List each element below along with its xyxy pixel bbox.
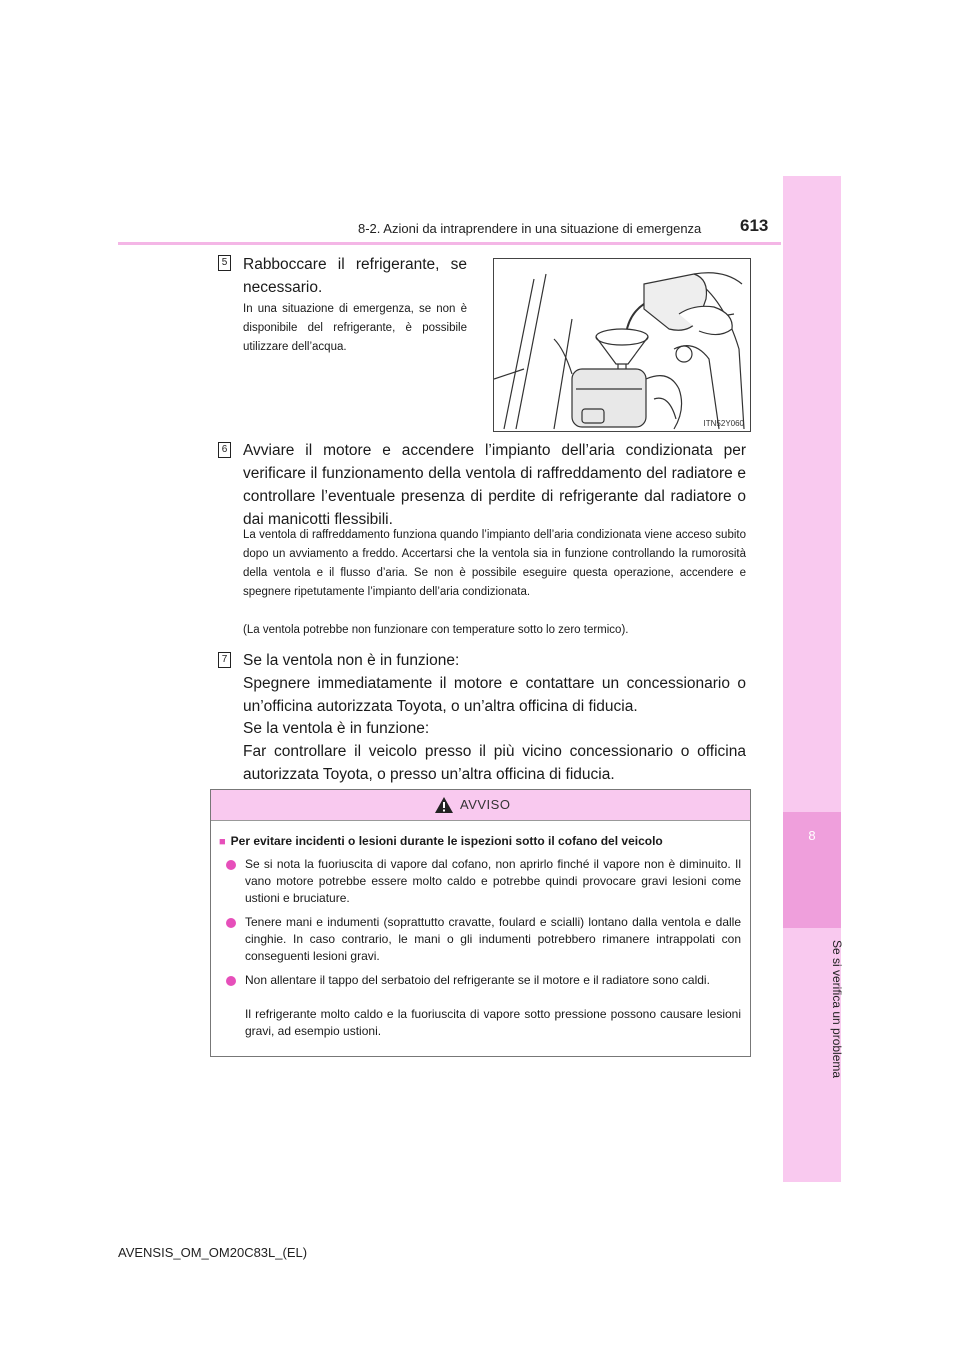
warning-box (210, 789, 751, 1057)
step-number-7: 7 (218, 652, 231, 668)
coolant-refill-illustration (493, 258, 751, 432)
step-7-action-off: Spegnere immediatamente il motore e contattare un concessionario o un’officina autorizzata Toyota, o un’altra officina di fiducia. (243, 675, 746, 715)
bullet-icon (226, 860, 236, 870)
step-6-note-2: (La ventola potrebbe non funzionare con temperature sotto lo zero termico). (243, 624, 629, 636)
step-7-condition-off: Se la ventola non è in funzione: (243, 652, 460, 669)
warning-item-1: Se si nota la fuoriuscita di vapore dal cofano, non aprirlo finché il vapore non è diminuito. Il vano motore potrebbe essere molto caldo e potrebbe quindi provocare gravi lesioni come ustioni e bruciature. (245, 857, 741, 905)
header-divider (118, 242, 781, 245)
step-7-condition-on: Se la ventola è in funzione: (243, 720, 430, 737)
step-number-5: 5 (218, 255, 231, 271)
step-number-6: 6 (218, 442, 231, 458)
warning-triangle-icon (434, 796, 454, 814)
page-number: 613 (740, 216, 769, 235)
step-6-text: Avviare il motore e accendere l’impianto dell’aria condizionata per verificare il funzionamento della ventola di raffreddamento del radiatore e controllare l’eventuale presenza di perdite di refrigerante dal radiatore o dai manicotti flessibili. (243, 442, 746, 528)
warning-heading-text: Per evitare incidenti o lesioni durante le ispezioni sotto il cofano del veicolo (230, 834, 663, 848)
bullet-icon (226, 918, 236, 928)
warning-heading (219, 834, 663, 848)
step-5-text: Rabboccare il refrigerante, se necessario. (243, 256, 467, 296)
warning-item-3: Non allentare il tappo del serbatoio del refrigerante se il motore e il radiatore sono caldi. (245, 973, 710, 987)
document-code: AVENSIS_OM_OM20C83L_(EL) (118, 1245, 308, 1260)
section-title: 8-2. Azioni da intraprendere in una situazione di emergenza (358, 221, 702, 236)
step-7-action-on: Far controllare il veicolo presso il più vicino concessionario o officina autorizzata Toyota, o presso un’altra officina di fiducia. (243, 743, 746, 783)
step-5-note: In una situazione di emergenza, se non è disponibile del refrigerante, è possibile utilizzare dell’acqua. (243, 303, 467, 353)
warning-item-2: Tenere mani e indumenti (soprattutto cravatte, foulard e scialli) lontano dalla ventola e dalle cinghie. In caso contrario, le mani o gli indumenti potrebbero rimanere intrappolati con conseguenti lesioni gravi. (245, 915, 741, 963)
warning-header (211, 790, 750, 821)
square-bullet-icon: ■ (219, 836, 226, 848)
step-6-note: La ventola di raffreddamento funziona quando l’impianto dell’aria condizionata viene acceso subito dopo un avviamento a freddo. Accertarsi che la ventola sia in funzione controllando la rumorosità della ventola e il flusso d’aria. Se non è possibile eseguire questa operazione, accendere e spegnere ripetutamente l’impianto dell’aria condizionata. (243, 529, 746, 598)
warning-item-3-detail: Il refrigerante molto caldo e la fuoriuscita di vapore sotto pressione possono causare lesioni gravi, ad esempio ustioni. (245, 1007, 741, 1038)
figure-code: ITN52Y060 (703, 419, 744, 428)
coolant-refill-icon (494, 259, 750, 431)
warning-title: AVVISO (460, 797, 511, 812)
bullet-icon (226, 976, 236, 986)
chapter-number: 8 (808, 828, 816, 843)
chapter-label: Se si verifica un problema (830, 940, 844, 1079)
